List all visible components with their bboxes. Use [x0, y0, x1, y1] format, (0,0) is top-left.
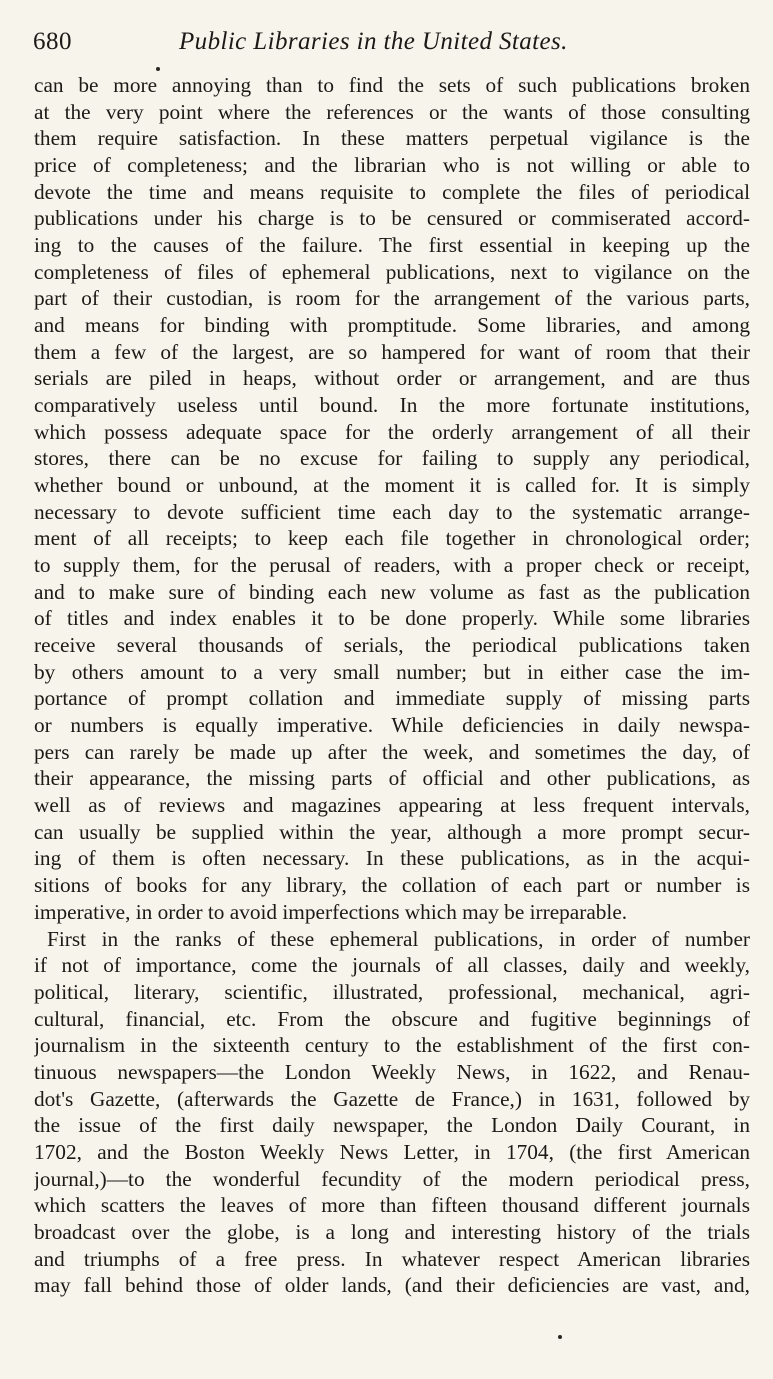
text-line: political, literary, scientific, illustrated, professional, mechanical, agri- — [34, 979, 750, 1004]
text-line: receive several thousands of serials, the periodical publications taken — [34, 633, 750, 658]
ink-speck — [558, 1335, 562, 1339]
text-line: dot's Gazette, (afterwards the Gazette de France,) in 1631, followed by — [34, 1086, 750, 1111]
text-line: them a few of the largest, are so hampered for want of room that their — [34, 339, 750, 364]
text-line: which scatters the leaves of more than fifteen thousand different journals — [34, 1193, 750, 1218]
text-line: tinuous newspapers—the London Weekly News, in 1622, and Renau- — [34, 1059, 750, 1084]
paragraph-start-line: First in the ranks of these ephemeral publications, in order of number — [47, 926, 750, 951]
text-line: them require satisfaction. In these matters perpetual vigilance is the — [34, 126, 750, 151]
ink-speck — [156, 67, 160, 71]
text-line: whether bound or unbound, at the moment it is called for. It is simply — [34, 473, 750, 498]
text-line: stores, there can be no excuse for failing to supply any periodical, — [34, 446, 750, 471]
text-line: devote the time and means requisite to complete the files of periodical — [34, 179, 750, 204]
text-line: ing of them is often necessary. In these publications, as in the acqui- — [34, 846, 750, 871]
text-line: well as of reviews and magazines appearing at less frequent intervals, — [34, 793, 750, 818]
text-line: and to make sure of binding each new volume as fast as the publication — [34, 579, 750, 604]
text-line: serials are piled in heaps, without order or arrangement, and are thus — [34, 366, 750, 391]
text-line: comparatively useless until bound. In the more fortunate institutions, — [34, 393, 750, 418]
text-line: and triumphs of a free press. In whatever respect American libraries — [34, 1246, 750, 1271]
text-line: to supply them, for the perusal of readers, with a proper check or receipt, — [34, 553, 750, 578]
text-line: may fall behind those of older lands, (and their deficiencies are vast, and, — [34, 1273, 750, 1298]
text-line: can usually be supplied within the year, although a more prompt secur- — [34, 819, 750, 844]
text-line: if not of importance, come the journals of all classes, daily and weekly, — [34, 953, 750, 978]
paragraph-end-line: imperative, in order to avoid imperfections which may be irreparable. — [34, 899, 628, 924]
running-title: Public Libraries in the United States. — [179, 28, 568, 55]
text-line: journalism in the sixteenth century to the establishment of the first con- — [34, 1033, 750, 1058]
text-line: broadcast over the globe, is a long and interesting history of the trials — [34, 1219, 750, 1244]
text-line: by others amount to a very small number; but in either case the im- — [34, 659, 750, 684]
text-line: price of completeness; and the librarian who is not willing or able to — [34, 153, 750, 178]
page-header — [33, 28, 740, 68]
text-line: ment of all receipts; to keep each file together in chronological order; — [34, 526, 750, 551]
text-line: of titles and index enables it to be done properly. While some libraries — [34, 606, 750, 631]
text-line: completeness of files of ephemeral publications, next to vigilance on the — [34, 259, 750, 284]
text-line: publications under his charge is to be censured or commiserated accord- — [34, 206, 750, 231]
text-line: their appearance, the missing parts of official and other publications, as — [34, 766, 750, 791]
text-line: 1702, and the Boston Weekly News Letter, in 1704, (the first American — [34, 1139, 750, 1164]
text-line: the issue of the first daily newspaper, the London Daily Courant, in — [34, 1113, 750, 1138]
text-line: and means for binding with promptitude. Some libraries, and among — [34, 313, 750, 338]
text-line: or numbers is equally imperative. While deficiencies in daily newspa- — [34, 713, 750, 738]
text-line: which possess adequate space for the orderly arrangement of all their — [34, 419, 750, 444]
text-line: necessary to devote sufficient time each day to the systematic arrange- — [34, 499, 750, 524]
text-line: sitions of books for any library, the collation of each part or number is — [34, 873, 750, 898]
text-line: pers can rarely be made up after the week, and sometimes the day, of — [34, 739, 750, 764]
body-text — [34, 72, 750, 1299]
page-number: 680 — [33, 28, 72, 55]
text-line: portance of prompt collation and immediate supply of missing parts — [34, 686, 750, 711]
text-line: cultural, financial, etc. From the obscure and fugitive beginnings of — [34, 1006, 750, 1031]
text-line: part of their custodian, is room for the arrangement of the various parts, — [34, 286, 750, 311]
text-line: ing to the causes of the failure. The first essential in keeping up the — [34, 233, 750, 258]
text-line: journal,)—to the wonderful fecundity of the modern periodical press, — [34, 1166, 750, 1191]
text-line: can be more annoying than to find the sets of such publications broken — [34, 73, 750, 97]
text-line: at the very point where the references or the wants of those consulting — [34, 99, 750, 124]
